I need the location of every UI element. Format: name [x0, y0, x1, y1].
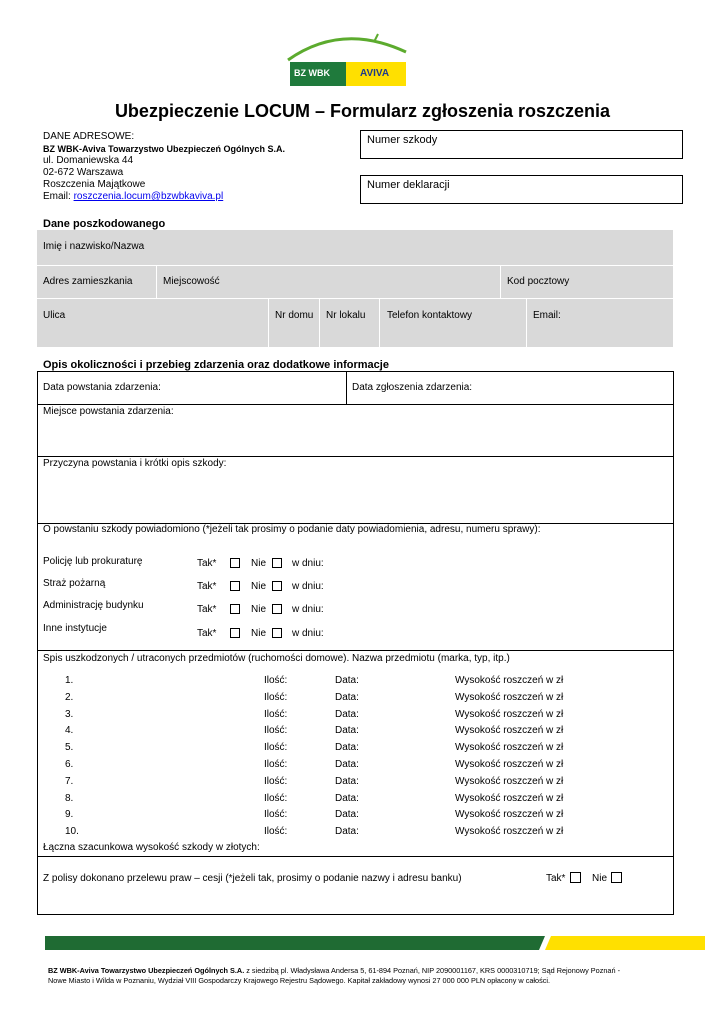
- item-qty-field[interactable]: Ilość:: [264, 809, 288, 821]
- damage-number-label: Numer szkody: [367, 134, 438, 146]
- injured-street-row: [37, 299, 673, 347]
- footer-line1: z siedzibą pl. Władysława Andersa 5, 61-894 Poznań, NIP 2090001167, KRS 0000310719; Sąd Rejonowy Poznań -: [244, 966, 620, 975]
- footer-company: BZ WBK-Aviva Towarzystwo Ubezpieczeń Ogólnych S.A.: [48, 966, 245, 975]
- logo-right-text: AVIVA: [360, 68, 390, 79]
- address-email-line: [43, 191, 285, 203]
- authority-row-other: [0, 623, 725, 641]
- item-number: 9.: [65, 809, 74, 821]
- no-label: Nie: [251, 581, 267, 592]
- item-date-field[interactable]: Data:: [335, 742, 359, 754]
- injured-postcode-label: Kod pocztowy: [507, 276, 570, 287]
- injured-postcode-field[interactable]: [501, 266, 673, 298]
- address-city: 02-672 Warszawa: [43, 167, 124, 178]
- item-qty-field[interactable]: Ilość:: [264, 742, 288, 754]
- item-qty-field[interactable]: Ilość:: [264, 792, 288, 804]
- transfer-label: Z polisy dokonano przelewu praw – cesji (*jeżeli tak, prosimy o podanie nazwy i adresu banku): [43, 873, 462, 884]
- injured-phone-label: Telefon kontaktowy: [387, 310, 473, 321]
- date-event-field[interactable]: Data powstania zdarzenia:: [43, 382, 161, 393]
- item-date-field[interactable]: Data:: [335, 759, 359, 770]
- on-day-label: w dniu:: [292, 604, 324, 615]
- date-report-field[interactable]: Data zgłoszenia zdarzenia:: [352, 382, 473, 393]
- item-number: 2.: [65, 691, 74, 703]
- injured-flat-label: Nr lokalu: [326, 310, 366, 321]
- authority-row-police: [0, 557, 725, 571]
- item-row: [0, 793, 725, 806]
- item-amount-field[interactable]: Wysokość roszczeń w zł: [455, 792, 564, 804]
- no-label: Nie: [251, 558, 267, 569]
- no-label: Nie: [251, 604, 267, 615]
- item-date-field[interactable]: Data:: [335, 826, 359, 838]
- item-date-field[interactable]: Data:: [335, 691, 359, 703]
- address-block: [43, 131, 285, 203]
- item-date-field[interactable]: Data:: [335, 675, 359, 686]
- yes-label: Tak*: [197, 604, 217, 615]
- item-qty-field[interactable]: Ilość:: [264, 708, 288, 720]
- item-row: [0, 809, 725, 822]
- item-number: 10.: [65, 826, 79, 838]
- item-number: 8.: [65, 792, 74, 804]
- yes-checkbox[interactable]: [230, 581, 240, 591]
- item-row: [0, 692, 725, 705]
- item-qty-field[interactable]: Ilość:: [264, 775, 288, 787]
- item-amount-field[interactable]: Wysokość roszczeń w zł: [455, 725, 564, 737]
- declaration-number-label: Numer deklaracji: [367, 179, 450, 191]
- page-title: Ubezpieczenie LOCUM – Formularz zgłoszenia roszczenia: [114, 101, 611, 121]
- company-logo: [282, 26, 412, 92]
- item-amount-field[interactable]: Wysokość roszczeń w zł: [455, 759, 564, 770]
- injured-email-field[interactable]: [527, 299, 673, 347]
- item-row: [0, 759, 725, 772]
- item-number: 6.: [65, 759, 74, 770]
- authority-label: Inne instytucje: [43, 623, 107, 634]
- yes-label: Tak*: [197, 558, 217, 569]
- injured-flat-field[interactable]: [320, 299, 379, 347]
- address-email-link[interactable]: roszczenia.locum@bzwbkaviva.pl: [73, 191, 224, 202]
- injured-address-row: [37, 266, 673, 298]
- injured-email-label: Email:: [533, 310, 561, 321]
- item-amount-field[interactable]: Wysokość roszczeń w zł: [455, 775, 564, 787]
- no-checkbox[interactable]: [272, 558, 282, 568]
- footer-line2: Nowe Miasto i Wilda w Poznaniu, Wydział VIII Gospodarczy Krajowego Rejestru Sądowego. Kapitał zakładowy wynosi 27 000 000 PLN opłacony w całości.: [48, 976, 551, 985]
- item-qty-field[interactable]: Ilość:: [264, 725, 288, 737]
- injured-street-label: Ulica: [43, 310, 66, 321]
- item-date-field[interactable]: Data:: [335, 708, 359, 720]
- injured-heading: Dane poszkodowanego: [43, 218, 166, 230]
- on-day-label: w dniu:: [292, 628, 324, 639]
- injured-house-label: Nr domu: [275, 310, 314, 321]
- injured-town-field[interactable]: [157, 266, 500, 298]
- item-number: 1.: [65, 675, 74, 686]
- yes-checkbox[interactable]: [230, 628, 240, 638]
- item-row: [0, 826, 725, 839]
- item-amount-field[interactable]: Wysokość roszczeń w zł: [455, 691, 564, 703]
- address-label: DANE ADRESOWE:: [43, 131, 135, 142]
- transfer-yes-checkbox[interactable]: [570, 872, 581, 883]
- item-row: [0, 742, 725, 755]
- item-date-field[interactable]: Data:: [335, 725, 359, 737]
- no-label: Nie: [251, 628, 267, 639]
- item-number: 4.: [65, 725, 74, 737]
- yes-checkbox[interactable]: [230, 604, 240, 614]
- item-date-field[interactable]: Data:: [335, 792, 359, 804]
- item-qty-field[interactable]: Ilość:: [264, 675, 288, 686]
- item-amount-field[interactable]: Wysokość roszczeń w zł: [455, 708, 564, 720]
- place-field[interactable]: Miejsce powstania zdarzenia:: [43, 406, 174, 417]
- item-number: 3.: [65, 708, 74, 720]
- item-row: [0, 725, 725, 738]
- injured-house-field[interactable]: [269, 299, 319, 347]
- injured-address-label-cell: [37, 266, 156, 298]
- notified-label: O powstaniu szkody powiadomiono (*jeżeli tak prosimy o podanie daty powiadomienia, adresu, numeru sprawy):: [43, 524, 541, 535]
- injured-town-label: Miejscowość: [163, 276, 220, 287]
- cause-field[interactable]: Przyczyna powstania i krótki opis szkody:: [43, 458, 227, 469]
- on-day-label: w dniu:: [292, 558, 324, 569]
- address-email-label: Email:: [43, 191, 74, 202]
- item-number: 5.: [65, 742, 74, 754]
- address-dept: Roszczenia Majątkowe: [43, 179, 146, 190]
- logo-left-text: BZ WBK: [294, 68, 330, 78]
- authority-row-fire: [0, 580, 725, 594]
- injured-address-label: Adres zamieszkania: [43, 276, 133, 287]
- declaration-number-field[interactable]: [360, 175, 683, 204]
- footer-band: [45, 936, 705, 950]
- no-checkbox[interactable]: [272, 604, 282, 614]
- item-amount-field[interactable]: Wysokość roszczeń w zł: [455, 826, 564, 838]
- address-company: BZ WBK-Aviva Towarzystwo Ubezpieczeń Ogólnych S.A.: [43, 144, 286, 154]
- item-amount-field[interactable]: Wysokość roszczeń w zł: [455, 809, 564, 821]
- yes-label: Tak*: [197, 581, 217, 592]
- injured-name-field[interactable]: [37, 230, 673, 265]
- transfer-no-label: Nie: [592, 873, 608, 884]
- item-qty-field[interactable]: Ilość:: [264, 826, 288, 838]
- injured-name-label: Imię i nazwisko/Nazwa: [43, 241, 145, 252]
- no-checkbox[interactable]: [272, 628, 282, 638]
- item-row: [0, 709, 725, 722]
- address-street: ul. Domaniewska 44: [43, 155, 134, 166]
- yes-checkbox[interactable]: [230, 558, 240, 568]
- authority-row-building: [0, 600, 725, 617]
- on-day-label: w dniu:: [292, 581, 324, 592]
- authority-label: Administrację budynku: [43, 600, 144, 611]
- yes-label: Tak*: [197, 628, 217, 639]
- no-checkbox[interactable]: [272, 581, 282, 591]
- transfer-yes-label: Tak*: [546, 873, 566, 884]
- item-qty-field[interactable]: Ilość:: [264, 759, 288, 770]
- footer-text: [48, 966, 688, 986]
- circumstances-heading: Opis okoliczności i przebieg zdarzenia oraz dodatkowe informacje: [43, 359, 389, 371]
- item-row: [0, 776, 725, 789]
- items-total-field[interactable]: Łączna szacunkowa wysokość szkody w złotych:: [43, 842, 260, 853]
- item-date-field[interactable]: Data:: [335, 809, 359, 821]
- injured-street-field[interactable]: [37, 299, 268, 347]
- item-qty-field[interactable]: Ilość:: [264, 691, 288, 703]
- item-amount-field[interactable]: Wysokość roszczeń w zł: [455, 675, 564, 686]
- item-date-field[interactable]: Data:: [335, 775, 359, 787]
- items-heading: Spis uszkodzonych / utraconych przedmiotów (ruchomości domowe). Nazwa przedmiotu (marka, typ, itp.): [43, 653, 510, 664]
- damage-number-field[interactable]: [360, 130, 683, 159]
- authority-label: Straż pożarną: [43, 578, 106, 589]
- item-row: [0, 675, 725, 688]
- injured-phone-field[interactable]: [380, 299, 526, 347]
- transfer-no-checkbox[interactable]: [611, 872, 622, 883]
- item-number: 7.: [65, 775, 74, 787]
- authority-label: Policję lub prokuraturę: [43, 556, 143, 567]
- item-amount-field[interactable]: Wysokość roszczeń w zł: [455, 742, 564, 754]
